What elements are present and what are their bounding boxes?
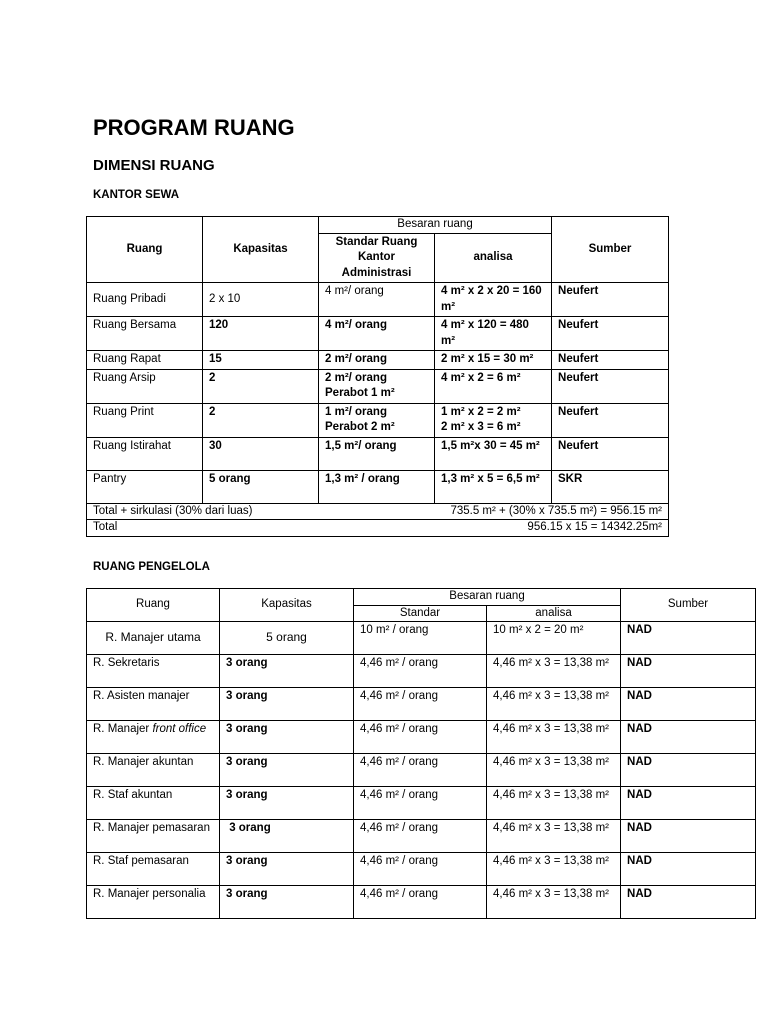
standar-line: 1,5 m²/ orang [325, 439, 397, 452]
cell-analisa: 4,46 m² x 3 = 13,38 m² [487, 655, 621, 688]
cell-kapasitas: 2 [203, 403, 319, 437]
header-analisa: analisa [487, 605, 621, 622]
table-row [87, 886, 756, 919]
cell-kapasitas: 3 orang [220, 853, 354, 886]
cell-kapasitas: 3 orang [220, 787, 354, 820]
ruang-label: R. Manajer [93, 723, 153, 735]
cell-kapasitas: 2 x 10 [203, 283, 319, 317]
cell-kapasitas: 2 [203, 369, 319, 403]
cell-standar [319, 369, 435, 403]
header-ruang: Ruang [87, 217, 203, 283]
cell-analisa [435, 317, 552, 351]
table-header-row [87, 589, 756, 606]
cell-ruang [87, 655, 220, 688]
standar-line: Perabot 1 m² [325, 387, 395, 399]
cell-standar [319, 470, 435, 503]
cell-ruang: Pantry [87, 470, 203, 503]
cell-sumber: SKR [552, 470, 669, 503]
ruang-label: R. Asisten manajer [93, 690, 190, 702]
cell-standar: 4,46 m² / orang [354, 853, 487, 886]
cell-sumber: NAD [621, 787, 756, 820]
cell-ruang: Ruang Bersama [87, 317, 203, 351]
table-row [87, 351, 669, 370]
cell-analisa [435, 351, 552, 370]
cell-standar [319, 351, 435, 370]
table-row [87, 369, 669, 403]
cell-analisa: 4,46 m² x 3 = 13,38 m² [487, 853, 621, 886]
ruang-pengelola-heading: RUANG PENGELOLA [93, 561, 210, 573]
cell-sumber: Neufert [552, 437, 669, 470]
ruang-label: R. Manajer akuntan [93, 756, 194, 768]
ruang-label: R. Sekretaris [93, 657, 160, 669]
table-row [87, 721, 756, 754]
total-value: 956.15 x 15 = 14342.25m² [435, 520, 669, 537]
ruang-label-italic: front office [152, 723, 207, 735]
table-row [87, 820, 756, 853]
table-row [87, 655, 756, 688]
standar-line: 2 m²/ orang [325, 353, 387, 365]
cell-ruang [87, 787, 220, 820]
cell-standar: 4,46 m² / orang [354, 655, 487, 688]
analisa-line: 2 m² x 15 = 30 m² [441, 353, 534, 365]
header-kapasitas: Kapasitas [203, 217, 319, 283]
cell-ruang: Ruang Print [87, 403, 203, 437]
cell-analisa [435, 437, 552, 470]
cell-ruang [87, 688, 220, 721]
cell-ruang [87, 721, 220, 754]
cell-kapasitas: 3 orang [220, 886, 354, 919]
analisa-line: 1,5 m²x 30 = 45 m² [441, 439, 540, 452]
header-standar: Standar Ruang Kantor Administrasi [319, 233, 435, 283]
cell-standar: 4,46 m² / orang [354, 787, 487, 820]
cell-kapasitas: 3 orang [220, 721, 354, 754]
header-analisa: analisa [435, 233, 552, 283]
table-row [87, 688, 756, 721]
cell-sumber: Neufert [552, 317, 669, 351]
ruang-pengelola-table [86, 588, 756, 919]
cell-kapasitas: 3 orang [220, 754, 354, 787]
cell-standar: 4,46 m² / orang [354, 754, 487, 787]
cell-sumber: NAD [621, 721, 756, 754]
cell-ruang: Ruang Istirahat [87, 437, 203, 470]
cell-kapasitas: 15 [203, 351, 319, 370]
standar-line: 4 m²/ orang [325, 285, 384, 297]
table-row [87, 403, 669, 437]
cell-analisa: 4,46 m² x 3 = 13,38 m² [487, 820, 621, 853]
cell-ruang: Ruang Rapat [87, 351, 203, 370]
cell-standar [319, 283, 435, 317]
cell-sumber: NAD [621, 622, 756, 655]
ruang-label: R. Staf akuntan [93, 789, 173, 801]
table-row [87, 622, 756, 655]
table-row [87, 754, 756, 787]
standar-line: 4 m²/ orang [325, 319, 387, 331]
cell-sumber: NAD [621, 820, 756, 853]
header-sumber: Sumber [552, 217, 669, 283]
total-sirkulasi-label: Total + sirkulasi (30% dari luas) [87, 503, 435, 520]
cell-standar: 4,46 m² / orang [354, 820, 487, 853]
cell-kapasitas: 120 [203, 317, 319, 351]
header-besaran: Besaran ruang [354, 589, 621, 606]
table-row [87, 437, 669, 470]
ruang-label: R. Manajer personalia [93, 888, 206, 900]
cell-analisa: 4,46 m² x 3 = 13,38 m² [487, 754, 621, 787]
cell-kapasitas: 3 orang [220, 820, 354, 853]
cell-standar: 4,46 m² / orang [354, 688, 487, 721]
cell-sumber: NAD [621, 754, 756, 787]
cell-ruang: Ruang Pribadi [87, 283, 203, 317]
cell-standar [319, 403, 435, 437]
cell-sumber: NAD [621, 688, 756, 721]
cell-ruang [87, 886, 220, 919]
cell-kapasitas: 30 [203, 437, 319, 470]
cell-sumber: NAD [621, 853, 756, 886]
ruang-label: R. Manajer pemasaran [93, 822, 210, 834]
cell-standar: 10 m² / orang [354, 622, 487, 655]
cell-ruang: R. Manajer utama [87, 622, 220, 655]
total-sirkulasi-value: 735.5 m² + (30% x 735.5 m²) = 956.15 m² [435, 503, 669, 520]
table-header-row [87, 217, 669, 234]
cell-sumber: NAD [621, 886, 756, 919]
analisa-line: 4 m² x 2 = 6 m² [441, 371, 521, 384]
cell-standar [319, 317, 435, 351]
cell-kapasitas: 5 orang [203, 470, 319, 503]
cell-kapasitas: 3 orang [220, 688, 354, 721]
analisa-line: 4 m² x 2 x 20 = 160 m² [441, 285, 542, 313]
page-title: PROGRAM RUANG [93, 115, 295, 140]
cell-ruang: Ruang Arsip [87, 369, 203, 403]
analisa-line: 1 m² x 2 = 2 m² [441, 405, 521, 418]
table-row [87, 470, 669, 503]
cell-sumber: Neufert [552, 351, 669, 370]
cell-sumber: NAD [621, 655, 756, 688]
table-row [87, 787, 756, 820]
cell-analisa [435, 283, 552, 317]
table-row [87, 283, 669, 317]
section-title: DIMENSI RUANG [93, 157, 215, 174]
standar-line: 1 m²/ orang [325, 405, 387, 418]
table-row [87, 853, 756, 886]
standar-line: Perabot 2 m² [325, 421, 395, 433]
cell-standar [319, 437, 435, 470]
cell-analisa: 4,46 m² x 3 = 13,38 m² [487, 886, 621, 919]
header-kapasitas: Kapasitas [220, 589, 354, 622]
cell-kapasitas: 5 orang [220, 622, 354, 655]
cell-ruang [87, 820, 220, 853]
header-standar: Standar [354, 605, 487, 622]
cell-sumber: Neufert [552, 403, 669, 437]
standar-line: 1,3 m² / orang [325, 472, 400, 485]
table-row [87, 317, 669, 351]
cell-kapasitas: 3 orang [220, 655, 354, 688]
cell-analisa: 4,46 m² x 3 = 13,38 m² [487, 721, 621, 754]
cell-ruang [87, 754, 220, 787]
header-besaran: Besaran ruang [319, 217, 552, 234]
header-sumber: Sumber [621, 589, 756, 622]
cell-standar: 4,46 m² / orang [354, 886, 487, 919]
cell-analisa: 10 m² x 2 = 20 m² [487, 622, 621, 655]
cell-sumber: Neufert [552, 283, 669, 317]
cell-sumber: Neufert [552, 369, 669, 403]
kantor-sewa-heading: KANTOR SEWA [93, 189, 180, 201]
header-ruang: Ruang [87, 589, 220, 622]
cell-analisa: 4,46 m² x 3 = 13,38 m² [487, 787, 621, 820]
table-row [87, 520, 669, 537]
kantor-sewa-table [86, 216, 669, 537]
analisa-line: 4 m² x 120 = 480 m² [441, 319, 529, 347]
cell-ruang [87, 853, 220, 886]
cell-standar: 4,46 m² / orang [354, 721, 487, 754]
cell-analisa [435, 369, 552, 403]
total-label: Total [87, 520, 435, 537]
cell-analisa [435, 470, 552, 503]
cell-analisa [435, 403, 552, 437]
standar-line: 2 m²/ orang [325, 371, 387, 384]
ruang-label: R. Staf pemasaran [93, 855, 189, 867]
table-row [87, 503, 669, 520]
cell-analisa: 4,46 m² x 3 = 13,38 m² [487, 688, 621, 721]
analisa-line: 2 m² x 3 = 6 m² [441, 421, 521, 433]
analisa-line: 1,3 m² x 5 = 6,5 m² [441, 472, 540, 485]
